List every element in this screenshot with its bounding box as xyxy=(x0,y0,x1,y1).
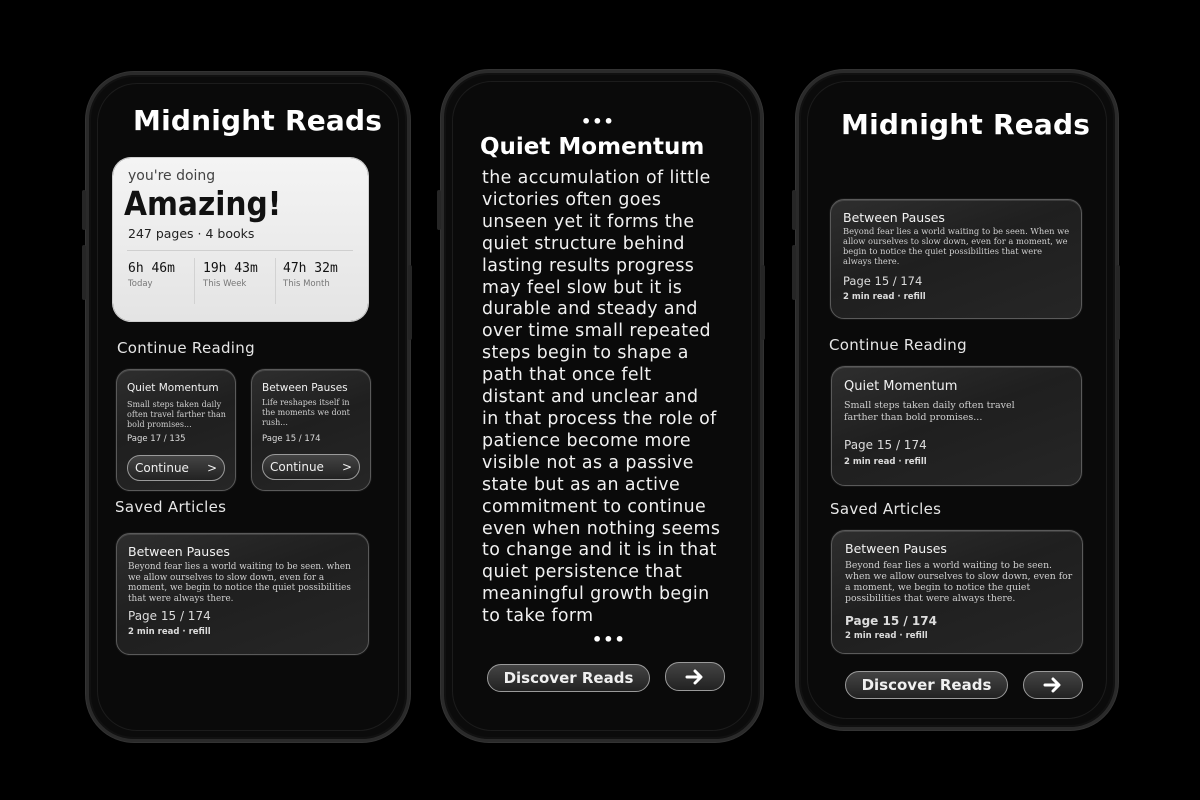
section-title-continue-reading: Continue Reading xyxy=(117,339,255,357)
card-excerpt: Small steps taken daily often travel farther than bold promises... xyxy=(844,400,1015,423)
card-excerpt: Beyond fear lies a world waiting to be seen. when we allow ourselves to slow down, even for a moment, we begin to notice the quiet possibilities that were always there. xyxy=(128,562,351,604)
card-page: Page 15 / 174 xyxy=(262,434,321,444)
article-line: durable and steady and xyxy=(482,299,698,320)
card-excerpt: Life reshapes itself in the moments we dont rush... xyxy=(262,398,350,427)
article-line: meaningful growth begin xyxy=(482,584,710,605)
article-line: lasting results progress xyxy=(482,255,695,276)
article-line: the accumulation of little xyxy=(482,168,711,188)
button-label: Discover Reads xyxy=(503,669,634,687)
stat-label: This Week xyxy=(203,279,247,289)
divider xyxy=(127,250,353,251)
phone-side-button xyxy=(82,190,86,230)
card-page: Page 17 / 135 xyxy=(127,434,186,444)
stat-month xyxy=(283,261,338,289)
stat-today xyxy=(128,261,175,289)
featured-article-card[interactable] xyxy=(830,199,1082,319)
saved-article-card[interactable] xyxy=(831,530,1083,654)
continue-button[interactable] xyxy=(262,454,360,480)
section-title-saved-articles: Saved Articles xyxy=(830,500,942,518)
discover-reads-button[interactable] xyxy=(487,664,650,692)
card-excerpt: Small steps taken daily often travel farther than bold promises... xyxy=(127,400,226,429)
next-arrow-button[interactable] xyxy=(1023,671,1083,699)
card-excerpt: Beyond fear lies a world waiting to be seen. when we allow ourselves to slow down, even for a moment, we begin to notice the quiet possibilities that were always there. xyxy=(845,560,1073,604)
phone-side-button xyxy=(408,265,412,340)
card-page: Page 15 / 174 xyxy=(845,614,937,628)
article-line: visible not as a passive xyxy=(482,452,694,473)
article-line: steps begin to shape a xyxy=(482,343,689,364)
article-title: Quiet Momentum xyxy=(480,134,705,160)
article-line: patience become more xyxy=(482,430,692,451)
stat-value: 19h 43m xyxy=(203,261,258,276)
phone-side-button xyxy=(82,245,86,300)
card-meta: 2 min read · refill xyxy=(843,292,926,302)
summary-text: 247 pages · 4 books xyxy=(128,226,255,241)
card-page: Page 15 / 174 xyxy=(844,438,927,452)
more-options-icon[interactable]: ••• xyxy=(581,112,615,131)
button-label: Discover Reads xyxy=(861,676,992,694)
continue-card-between-pauses[interactable] xyxy=(251,369,371,491)
card-title: Between Pauses xyxy=(128,544,230,559)
card-meta: 2 min read · refill xyxy=(128,627,211,637)
stat-week xyxy=(203,261,258,289)
next-arrow-button[interactable] xyxy=(665,662,725,691)
stat-value: 47h 32m xyxy=(283,261,338,276)
pagination-dots-icon[interactable]: ••• xyxy=(592,630,626,649)
article-line: quiet structure behind xyxy=(482,233,685,254)
phone-side-button xyxy=(792,190,796,230)
divider xyxy=(275,258,276,304)
card-excerpt: Beyond fear lies a world waiting to be seen. When we allow ourselves to slow down, even for a moment, we begin to notice the quiet possibilities that were always there. xyxy=(843,226,1070,266)
article-line: to change and it is in that xyxy=(482,540,717,561)
phone-side-button xyxy=(437,190,441,230)
card-title: Between Pauses xyxy=(843,210,945,225)
button-label: Continue xyxy=(269,460,324,474)
article-line: path that once felt xyxy=(482,365,652,386)
continue-card-quiet-momentum[interactable] xyxy=(831,366,1082,486)
article-line: even when nothing seems xyxy=(482,518,721,539)
phone-side-button xyxy=(761,265,765,340)
card-page: Page 15 / 174 xyxy=(843,274,923,288)
card-meta: 2 min read · refill xyxy=(844,457,927,467)
continue-card-quiet-momentum[interactable] xyxy=(116,369,236,491)
greeting-text: you're doing xyxy=(128,168,216,184)
card-title: Quiet Momentum xyxy=(844,379,958,394)
article-body xyxy=(482,168,732,628)
article-line: to take form xyxy=(482,606,594,627)
app-title: Midnight Reads xyxy=(841,108,1091,141)
card-meta: 2 min read · refill xyxy=(845,631,928,641)
phone-side-button xyxy=(792,245,796,300)
divider xyxy=(194,258,195,304)
article-line: commitment to continue xyxy=(482,496,707,517)
article-line: over time small repeated xyxy=(482,321,711,342)
saved-article-card[interactable] xyxy=(116,533,369,655)
article-line: distant and unclear and xyxy=(482,387,699,408)
card-page: Page 15 / 174 xyxy=(128,609,211,623)
discover-reads-button[interactable] xyxy=(845,671,1008,699)
stat-label: Today xyxy=(128,279,153,289)
article-line: may feel slow but it is xyxy=(482,277,683,298)
card-title: Between Pauses xyxy=(262,382,348,394)
arrow-right-icon xyxy=(685,669,705,685)
button-label: Continue xyxy=(134,461,189,475)
section-title-saved-articles: Saved Articles xyxy=(115,498,227,516)
chevron-right-icon: > xyxy=(206,461,218,475)
section-title-continue-reading: Continue Reading xyxy=(829,336,967,354)
article-line: state but as an active xyxy=(482,474,681,495)
reading-stats-card xyxy=(113,158,368,321)
article-line: in that process the role of xyxy=(482,408,717,429)
article-line: victories often goes xyxy=(482,189,662,210)
stat-value: 6h 46m xyxy=(128,261,175,276)
card-title: Quiet Momentum xyxy=(127,382,219,394)
headline-text: Amazing! xyxy=(124,184,282,223)
chevron-right-icon: > xyxy=(341,460,353,474)
phone-side-button xyxy=(1116,265,1120,340)
arrow-right-icon xyxy=(1043,677,1063,693)
stat-label: This Month xyxy=(283,279,330,289)
app-title: Midnight Reads xyxy=(133,104,383,137)
article-line: unseen yet it forms the xyxy=(482,211,695,232)
card-title: Between Pauses xyxy=(845,541,947,556)
article-line: quiet persistence that xyxy=(482,562,683,583)
continue-button[interactable] xyxy=(127,455,225,481)
